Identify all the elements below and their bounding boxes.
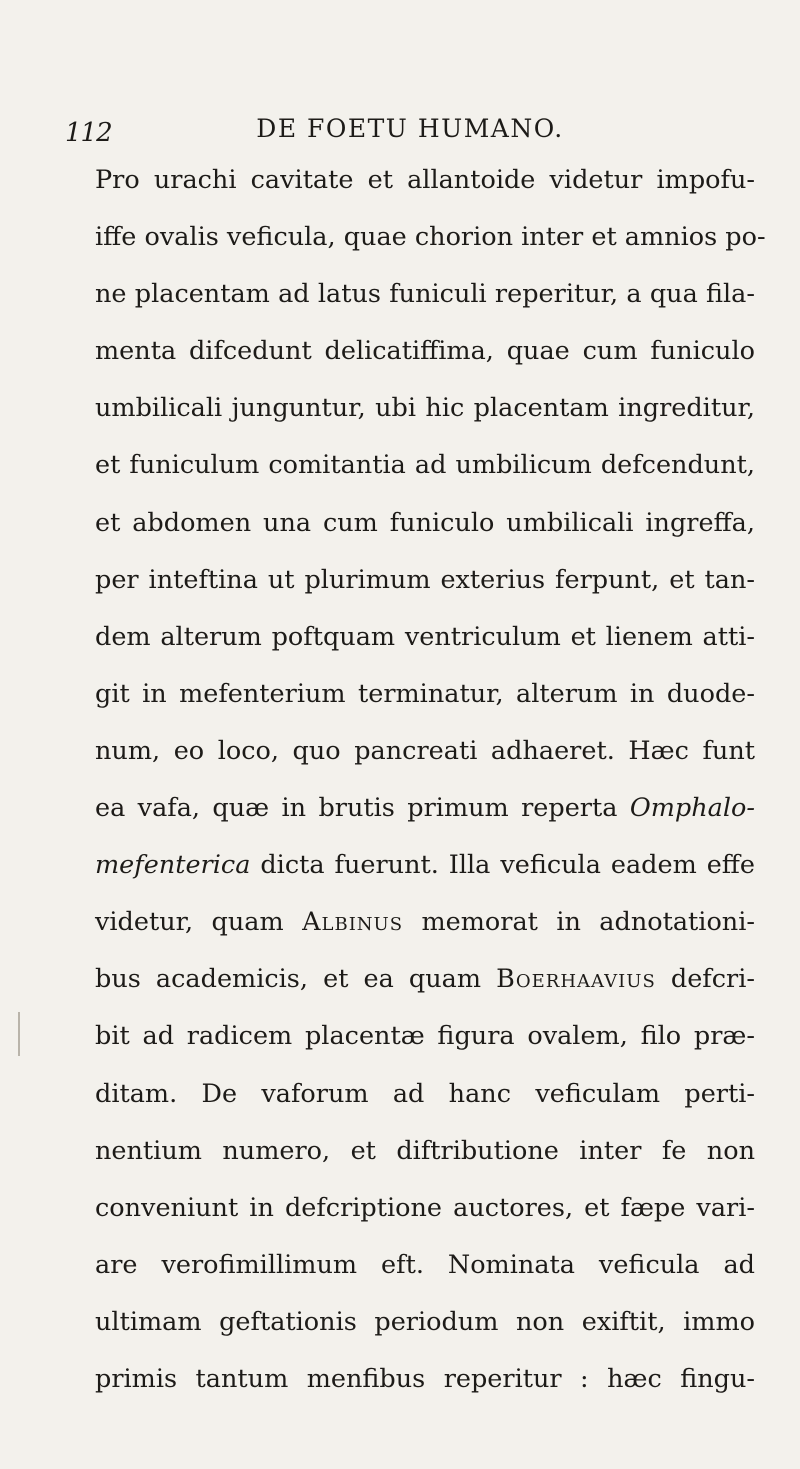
text-line: per inteftina ut plurimum exterius ferpunt, et tan- (95, 564, 755, 595)
text-segment: memorat in adnotationi- (421, 907, 755, 938)
text-line: iffe ovalis veficula, quae chorion inter et amnios po- (95, 222, 766, 253)
author-name-boerhaavius: Boerhaavius (496, 964, 656, 995)
text-segment: ea vafa, quæ in brutis primum reperta (95, 793, 618, 824)
text-line: dem alterum poftquam ventriculum et lienem atti- (95, 621, 755, 652)
text-segment: videtur, quam (95, 907, 284, 938)
body-text (95, 152, 766, 1408)
text-line: ditam. De vaforum ad hanc veficulam perti- (95, 1078, 755, 1109)
text-segment: bus academicis, et ea quam (95, 964, 482, 995)
text-line: conveniunt in defcriptione auctores, et fæpe vari- (95, 1192, 755, 1223)
text-segment: defcri- (670, 964, 755, 995)
text-line-with-italic-term (95, 780, 755, 837)
running-title: DE FOETU HUMANO. (256, 114, 564, 143)
page-header (0, 114, 800, 154)
text-line: primis tantum menfibus reperitur : hæc fingu- (95, 1363, 755, 1394)
text-line: et abdomen una cum funiculo umbilicali ingreffa, (95, 507, 755, 538)
text-line: et funiculum comitantia ad umbilicum defcendunt, (95, 450, 755, 481)
text-line: umbilicali junguntur, ubi hic placentam ingreditur, (95, 393, 755, 424)
italic-term: mefenterica (95, 850, 251, 881)
margin-mark (18, 1012, 20, 1056)
text-segment: dicta fuerunt. Illa veficula eadem effe (260, 850, 755, 881)
text-line: num, eo loco, quo pancreati adhaeret. Hæc funt (95, 735, 755, 766)
text-line: are verofimillimum eft. Nominata veficula ad (95, 1249, 755, 1280)
text-line: menta difcedunt delicatiffima, quae cum funiculo (95, 336, 755, 367)
author-name-albinus: Albinus (302, 907, 404, 938)
text-line-with-author (95, 894, 755, 951)
text-line: ne placentam ad latus funiculi reperitur, a qua fila- (95, 279, 755, 310)
text-line: nentium numero, et diftributione inter fe non (95, 1135, 755, 1166)
italic-term: Omphalo- (629, 793, 755, 824)
text-line: git in mefenterium terminatur, alterum in duode- (95, 678, 755, 709)
text-line-with-italic-term (95, 837, 755, 894)
page-number: 112 (65, 118, 112, 148)
text-line-with-author (95, 951, 755, 1008)
text-line: ultimam geftationis periodum non exiftit, immo (95, 1306, 755, 1337)
text-line: bit ad radicem placentæ figura ovalem, filo præ- (95, 1021, 755, 1052)
text-line: Pro urachi cavitate et allantoide videtur impofu- (95, 165, 755, 195)
